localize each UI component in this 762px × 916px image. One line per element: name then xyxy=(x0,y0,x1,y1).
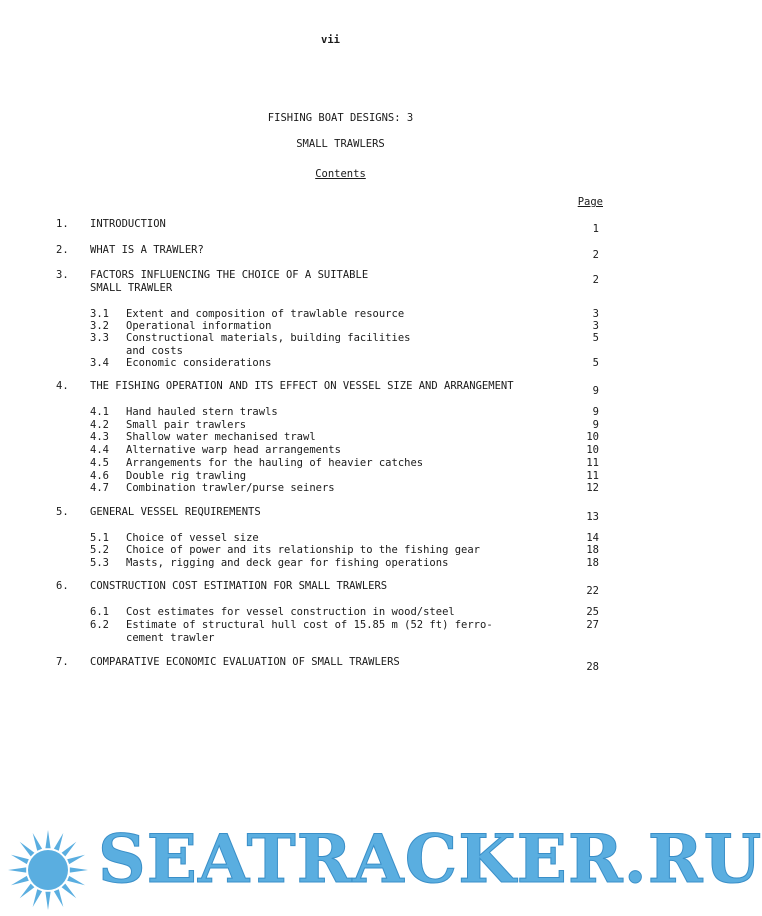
subsection-title: Arrangements for the hauling of heavier catches xyxy=(126,457,424,469)
subsection-number: 4.6 xyxy=(90,470,109,482)
subsection-page: 14 xyxy=(586,532,599,544)
document-title: FISHING BOAT DESIGNS: 3 xyxy=(267,112,414,124)
subsection-title: and costs xyxy=(126,344,183,357)
section-page: 13 xyxy=(586,511,599,523)
section-title: THE FISHING OPERATION AND ITS EFFECT ON VESSEL SIZE AND ARRANGEMENT xyxy=(90,380,514,392)
sun-ray xyxy=(67,876,85,885)
subsection-page: 27 xyxy=(586,619,599,631)
sun-ray xyxy=(54,889,63,907)
sun-ray xyxy=(11,855,29,864)
section-number: 6. xyxy=(56,580,69,592)
sun-ray xyxy=(67,855,85,864)
watermark-text: SEATRACKER.RU xyxy=(98,820,762,898)
subsection-title: Masts, rigging and deck gear for fishing operations xyxy=(126,557,449,569)
subsection-page: 11 xyxy=(586,470,599,482)
subsection-page: 10 xyxy=(586,444,599,456)
subsection-page: 18 xyxy=(586,557,599,569)
section-title: INTRODUCTION xyxy=(90,218,166,230)
subsection-page: 25 xyxy=(586,606,599,618)
subsection-title: Cost estimates for vessel construction in wood/steel xyxy=(126,606,455,618)
section-number: 2. xyxy=(56,244,69,256)
page-column-heading: Page xyxy=(577,196,603,208)
sun-ray xyxy=(11,876,29,885)
page-number: vii xyxy=(321,34,340,46)
sun-ray xyxy=(20,884,35,899)
subsection-page: 3 xyxy=(592,320,599,332)
subsection-title: Operational information xyxy=(126,320,272,332)
section-title: SMALL TRAWLER xyxy=(90,281,173,294)
sun-ray xyxy=(33,889,42,907)
subsection-number: 5.2 xyxy=(90,544,109,556)
subsection-page: 9 xyxy=(592,406,599,418)
subsection-title: Alternative warp head arrangements xyxy=(126,444,341,456)
subsection-title: Estimate of structural hull cost of 15.85 m (52 ft) ferro- xyxy=(126,619,493,631)
subsection-page: 10 xyxy=(586,431,599,443)
sun-ray xyxy=(20,842,35,857)
subsection-title: Small pair trawlers xyxy=(126,419,247,431)
subsection-number: 6.2 xyxy=(90,619,109,631)
section-page: 2 xyxy=(592,274,599,286)
section-title: CONSTRUCTION COST ESTIMATION FOR SMALL TRAWLERS xyxy=(90,580,388,592)
subsection-number: 3.4 xyxy=(90,357,109,369)
sun-ray xyxy=(45,892,50,910)
subsection-page: 9 xyxy=(592,419,599,431)
section-number: 4. xyxy=(56,380,69,392)
sun-ray xyxy=(62,884,77,899)
subsection-number: 5.3 xyxy=(90,557,109,569)
subsection-number: 3.3 xyxy=(90,332,109,344)
section-page: 9 xyxy=(592,385,599,397)
section-page: 1 xyxy=(592,223,599,235)
subsection-number: 3.1 xyxy=(90,308,109,320)
subsection-number: 4.4 xyxy=(90,444,109,456)
subsection-number: 4.2 xyxy=(90,419,109,431)
section-number: 1. xyxy=(56,218,69,230)
section-number: 3. xyxy=(56,269,69,281)
document-subtitle: SMALL TRAWLERS xyxy=(296,138,385,150)
subsection-title: Shallow water mechanised trawl xyxy=(126,431,316,443)
subsection-title: Economic considerations xyxy=(126,357,272,369)
subsection-page: 12 xyxy=(586,482,599,494)
sun-logo-icon xyxy=(4,818,100,914)
subsection-title: cement trawler xyxy=(126,631,215,644)
subsection-number: 4.5 xyxy=(90,457,109,469)
sun-ray xyxy=(54,833,63,851)
subsection-title: Combination trawler/purse seiners xyxy=(126,482,335,494)
subsection-number: 3.2 xyxy=(90,320,109,332)
sun-ray xyxy=(70,867,88,872)
subsection-number: 4.7 xyxy=(90,482,109,494)
subsection-number: 4.1 xyxy=(90,406,109,418)
subsection-page: 3 xyxy=(592,308,599,320)
sun-ray xyxy=(45,830,50,848)
section-number: 5. xyxy=(56,506,69,518)
sun-ray xyxy=(33,833,42,851)
section-title: FACTORS INFLUENCING THE CHOICE OF A SUITABLE xyxy=(90,269,369,281)
section-title: COMPARATIVE ECONOMIC EVALUATION OF SMALL TRAWLERS xyxy=(90,656,400,668)
subsection-page: 11 xyxy=(586,457,599,469)
section-number: 7. xyxy=(56,656,69,668)
section-title: GENERAL VESSEL REQUIREMENTS xyxy=(90,506,261,518)
section-page: 28 xyxy=(586,661,599,673)
subsection-number: 6.1 xyxy=(90,606,109,618)
subsection-title: Choice of vessel size xyxy=(126,532,259,544)
subsection-title: Extent and composition of trawlable resource xyxy=(126,308,405,320)
sun-ray xyxy=(8,867,26,872)
sun-ray xyxy=(62,842,77,857)
subsection-number: 4.3 xyxy=(90,431,109,443)
subsection-title: Hand hauled stern trawls xyxy=(126,406,278,418)
subsection-title: Double rig trawling xyxy=(126,470,247,482)
subsection-page: 5 xyxy=(592,357,599,369)
section-page: 2 xyxy=(592,249,599,261)
contents-heading: Contents xyxy=(315,168,366,180)
section-page: 22 xyxy=(586,585,599,597)
subsection-title: Choice of power and its relationship to the fishing gear xyxy=(126,544,481,556)
subsection-page: 5 xyxy=(592,332,599,344)
subsection-number: 5.1 xyxy=(90,532,109,544)
subsection-title: Constructional materials, building facilities xyxy=(126,332,411,344)
subsection-page: 18 xyxy=(586,544,599,556)
section-title: WHAT IS A TRAWLER? xyxy=(90,244,204,256)
